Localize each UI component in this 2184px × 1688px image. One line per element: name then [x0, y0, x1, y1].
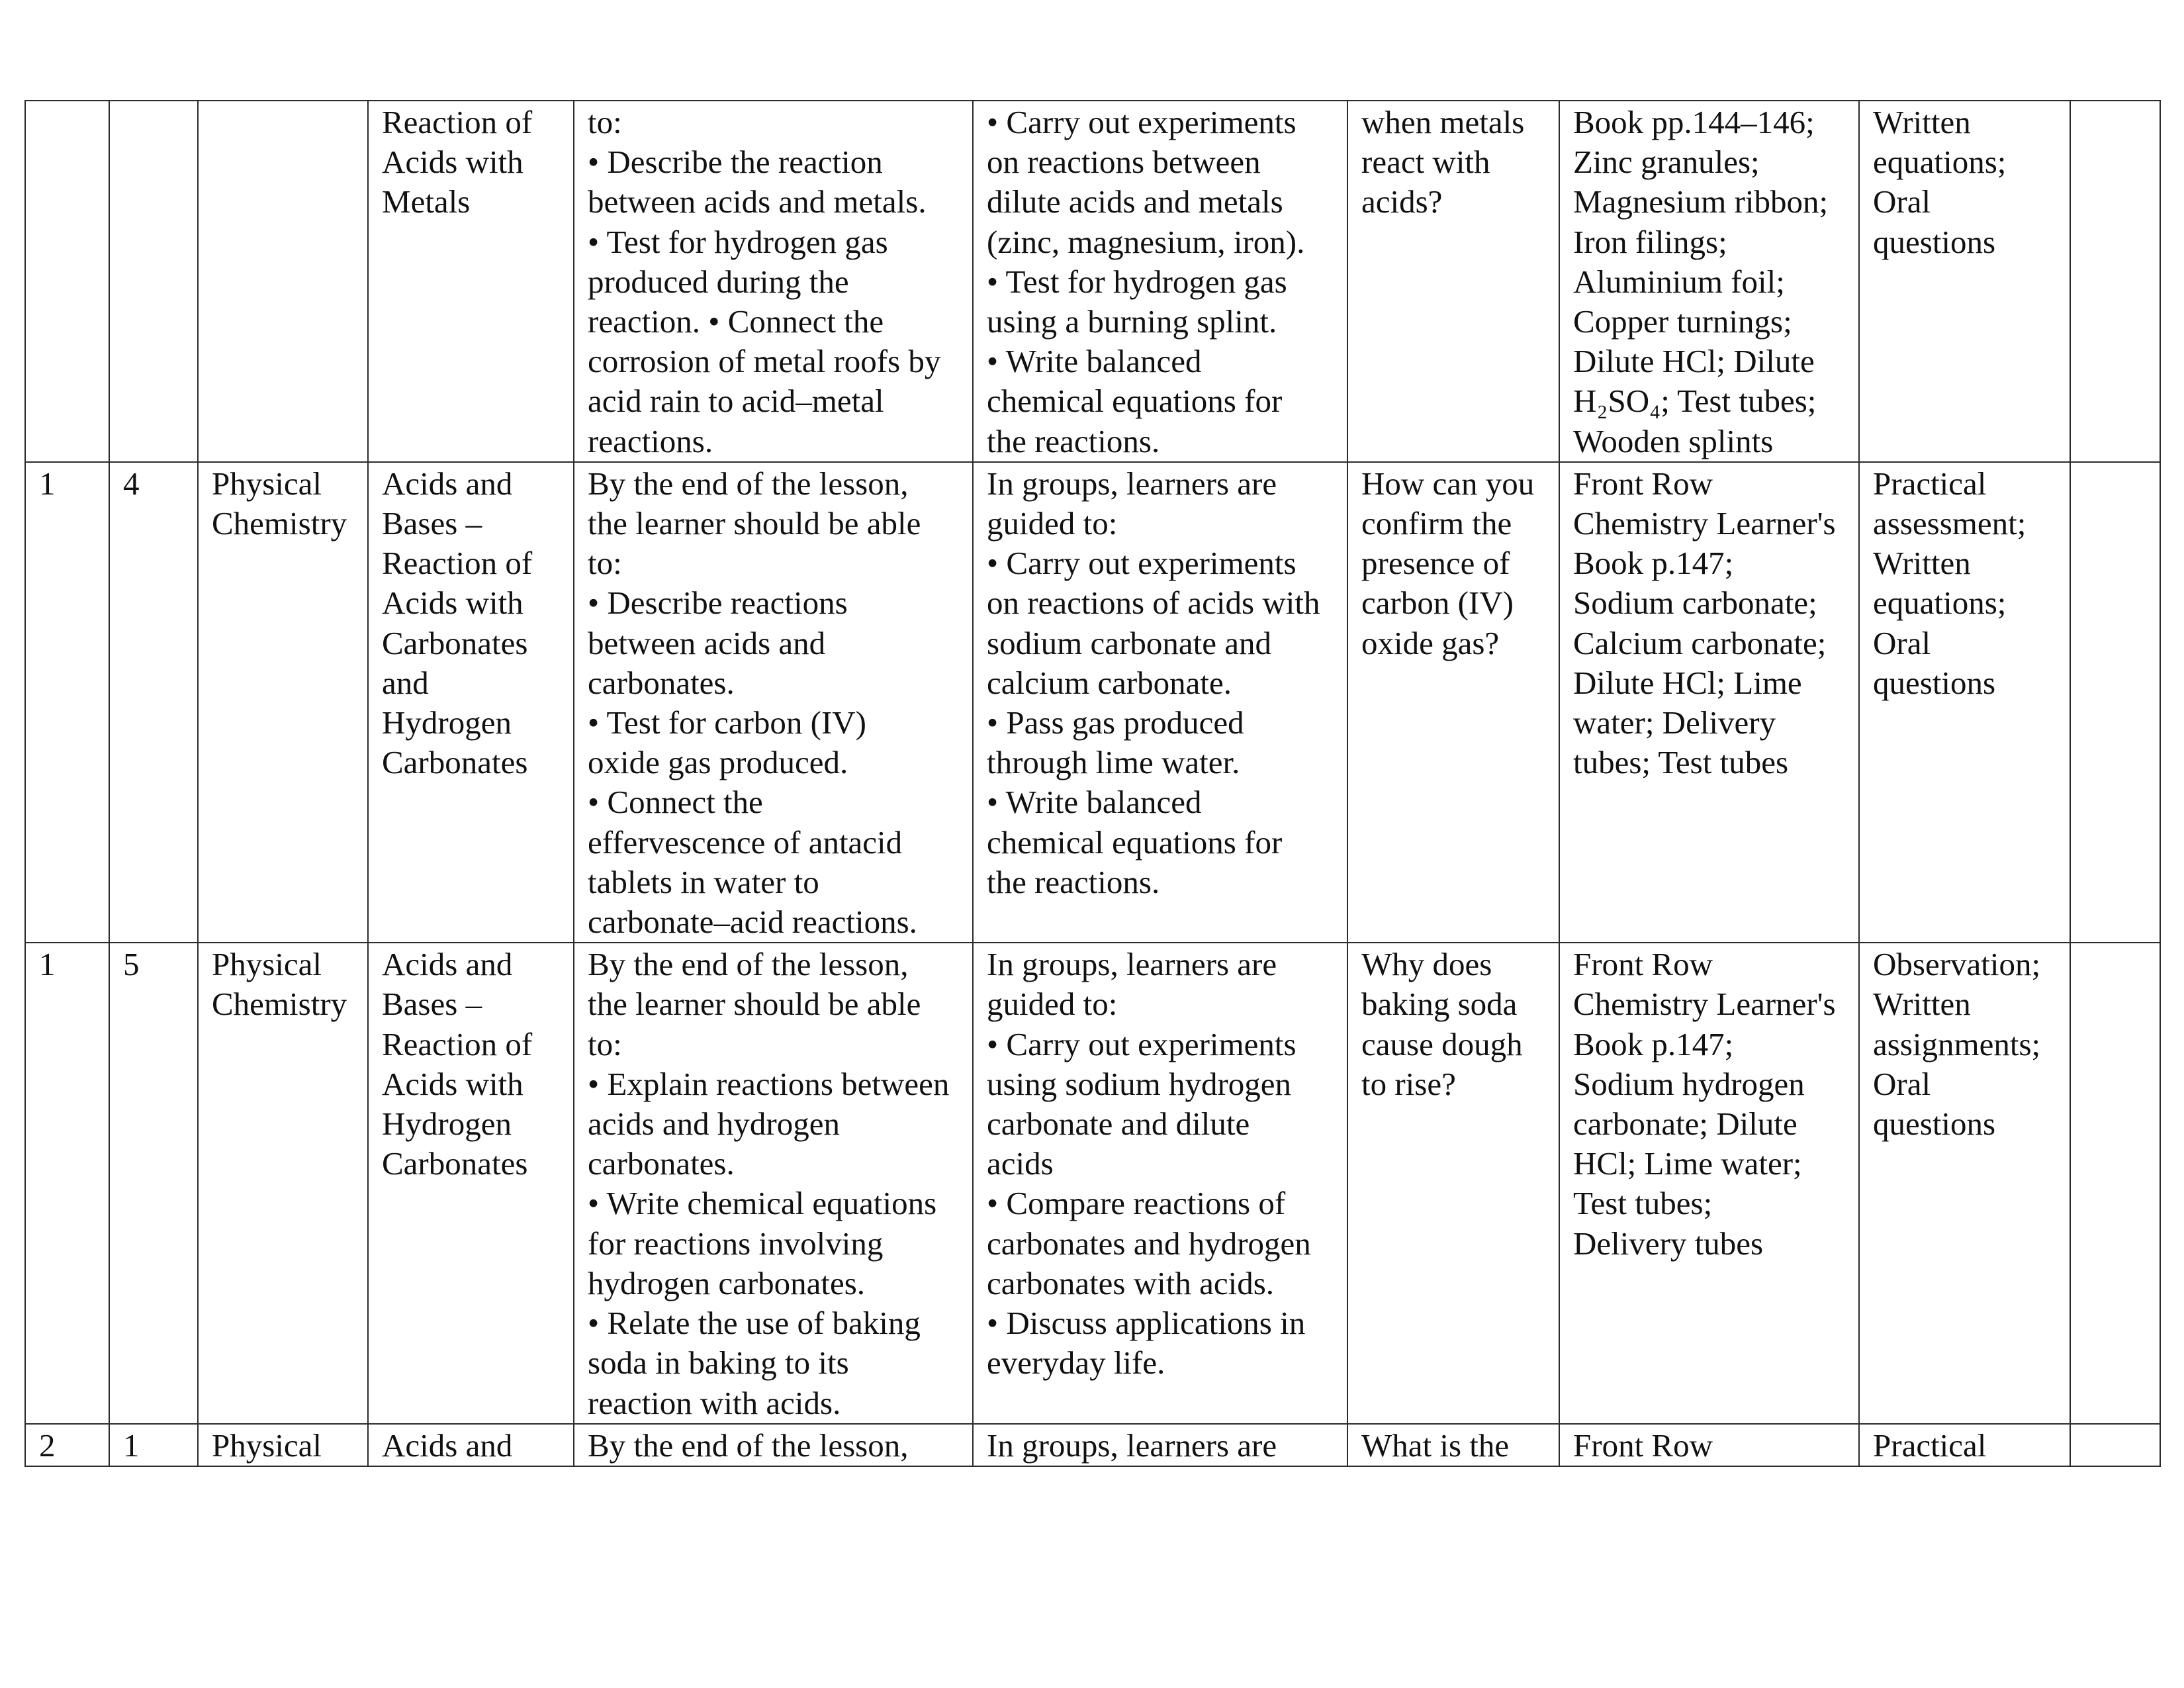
week-cell: 1 [25, 462, 109, 943]
assessment-cell: Practical [1859, 1424, 2070, 1466]
strand-cell: Physical [198, 1424, 368, 1466]
remarks-cell [2070, 462, 2160, 943]
remarks-cell [2070, 943, 2160, 1423]
remarks-cell [2070, 1424, 2160, 1466]
strand-cell [198, 101, 368, 462]
learning-resources-cell: Book pp.144–146; Zinc granules; Magnesium ribbon; Iron filings; Aluminium foil; Copper turnings; Dilute HCl; Dilute H₂SO₄; Test tubes; Wooden splints [1559, 101, 1859, 462]
strand-cell: Physical Chemistry [198, 462, 368, 943]
learning-resources-cell: Front Row Chemistry Learner's Book p.147; Sodium carbonate; Calcium carbonate; Dilute HCl; Lime water; Delivery tubes; Test tubes [1559, 462, 1859, 943]
learning-experiences-cell: In groups, learners are guided to: • Carry out experiments using sodium hydrogen carbonate and dilute acids • Compare reactions of carbonates and hydrogen carbonates with acids. • Discuss applications in everyday life. [973, 943, 1347, 1423]
key-inquiry-question-cell: What is the [1347, 1424, 1559, 1466]
lesson-cell [109, 101, 198, 462]
key-inquiry-question-cell: How can you confirm the presence of carbon (IV) oxide gas? [1347, 462, 1559, 943]
assessment-cell: Written equations; Oral questions [1859, 101, 2070, 462]
assessment-cell: Practical assessment; Written equations; Oral questions [1859, 462, 2070, 943]
table-row [25, 101, 2160, 462]
learning-resources-cell: Front Row Chemistry Learner's Book p.147; Sodium hydrogen carbonate; Dilute HCl; Lime water; Test tubes; Delivery tubes [1559, 943, 1859, 1423]
week-cell: 2 [25, 1424, 109, 1466]
lesson-cell: 4 [109, 462, 198, 943]
table-row [25, 462, 2160, 943]
assessment-cell: Observation; Written assignments; Oral questions [1859, 943, 2070, 1423]
learning-experiences-cell: • Carry out experiments on reactions between dilute acids and metals (zinc, magnesium, iron). • Test for hydrogen gas using a burning splint. • Write balanced chemical equations for the reactions. [973, 101, 1347, 462]
week-cell: 1 [25, 943, 109, 1423]
learning-resources-cell: Front Row [1559, 1424, 1859, 1466]
sub-strand-cell: Reaction of Acids with Metals [368, 101, 574, 462]
scheme-of-work-table [24, 100, 2161, 1467]
learning-outcomes-cell: to: • Describe the reaction between acids and metals. • Test for hydrogen gas produced during the reaction. • Connect the corrosion of metal roofs by acid rain to acid–metal reactions. [574, 101, 973, 462]
lesson-cell: 5 [109, 943, 198, 1423]
learning-experiences-cell: In groups, learners are [973, 1424, 1347, 1466]
week-cell [25, 101, 109, 462]
key-inquiry-question-cell: Why does baking soda cause dough to rise? [1347, 943, 1559, 1423]
lesson-cell: 1 [109, 1424, 198, 1466]
sub-strand-cell: Acids and [368, 1424, 574, 1466]
key-inquiry-question-cell: when metals react with acids? [1347, 101, 1559, 462]
table-row [25, 943, 2160, 1423]
sub-strand-cell: Acids and Bases – Reaction of Acids with Hydrogen Carbonates [368, 943, 574, 1423]
strand-cell: Physical Chemistry [198, 943, 368, 1423]
sub-strand-cell: Acids and Bases – Reaction of Acids with Carbonates and Hydrogen Carbonates [368, 462, 574, 943]
learning-outcomes-cell: By the end of the lesson, the learner should be able to: • Describe reactions between acids and carbonates. • Test for carbon (IV) oxide gas produced. • Connect the effervescence of antacid tablets in water to carbonate–acid reactions. [574, 462, 973, 943]
table-row [25, 1424, 2160, 1466]
learning-outcomes-cell: By the end of the lesson, the learner should be able to: • Explain reactions between acids and hydrogen carbonates. • Write chemical equations for reactions involving hydrogen carbonates. • Relate the use of baking soda in baking to its reaction with acids. [574, 943, 973, 1423]
remarks-cell [2070, 101, 2160, 462]
learning-experiences-cell: In groups, learners are guided to: • Carry out experiments on reactions of acids with sodium carbonate and calcium carbonate. • Pass gas produced through lime water. • Write balanced chemical equations for the reactions. [973, 462, 1347, 943]
learning-outcomes-cell: By the end of the lesson, [574, 1424, 973, 1466]
